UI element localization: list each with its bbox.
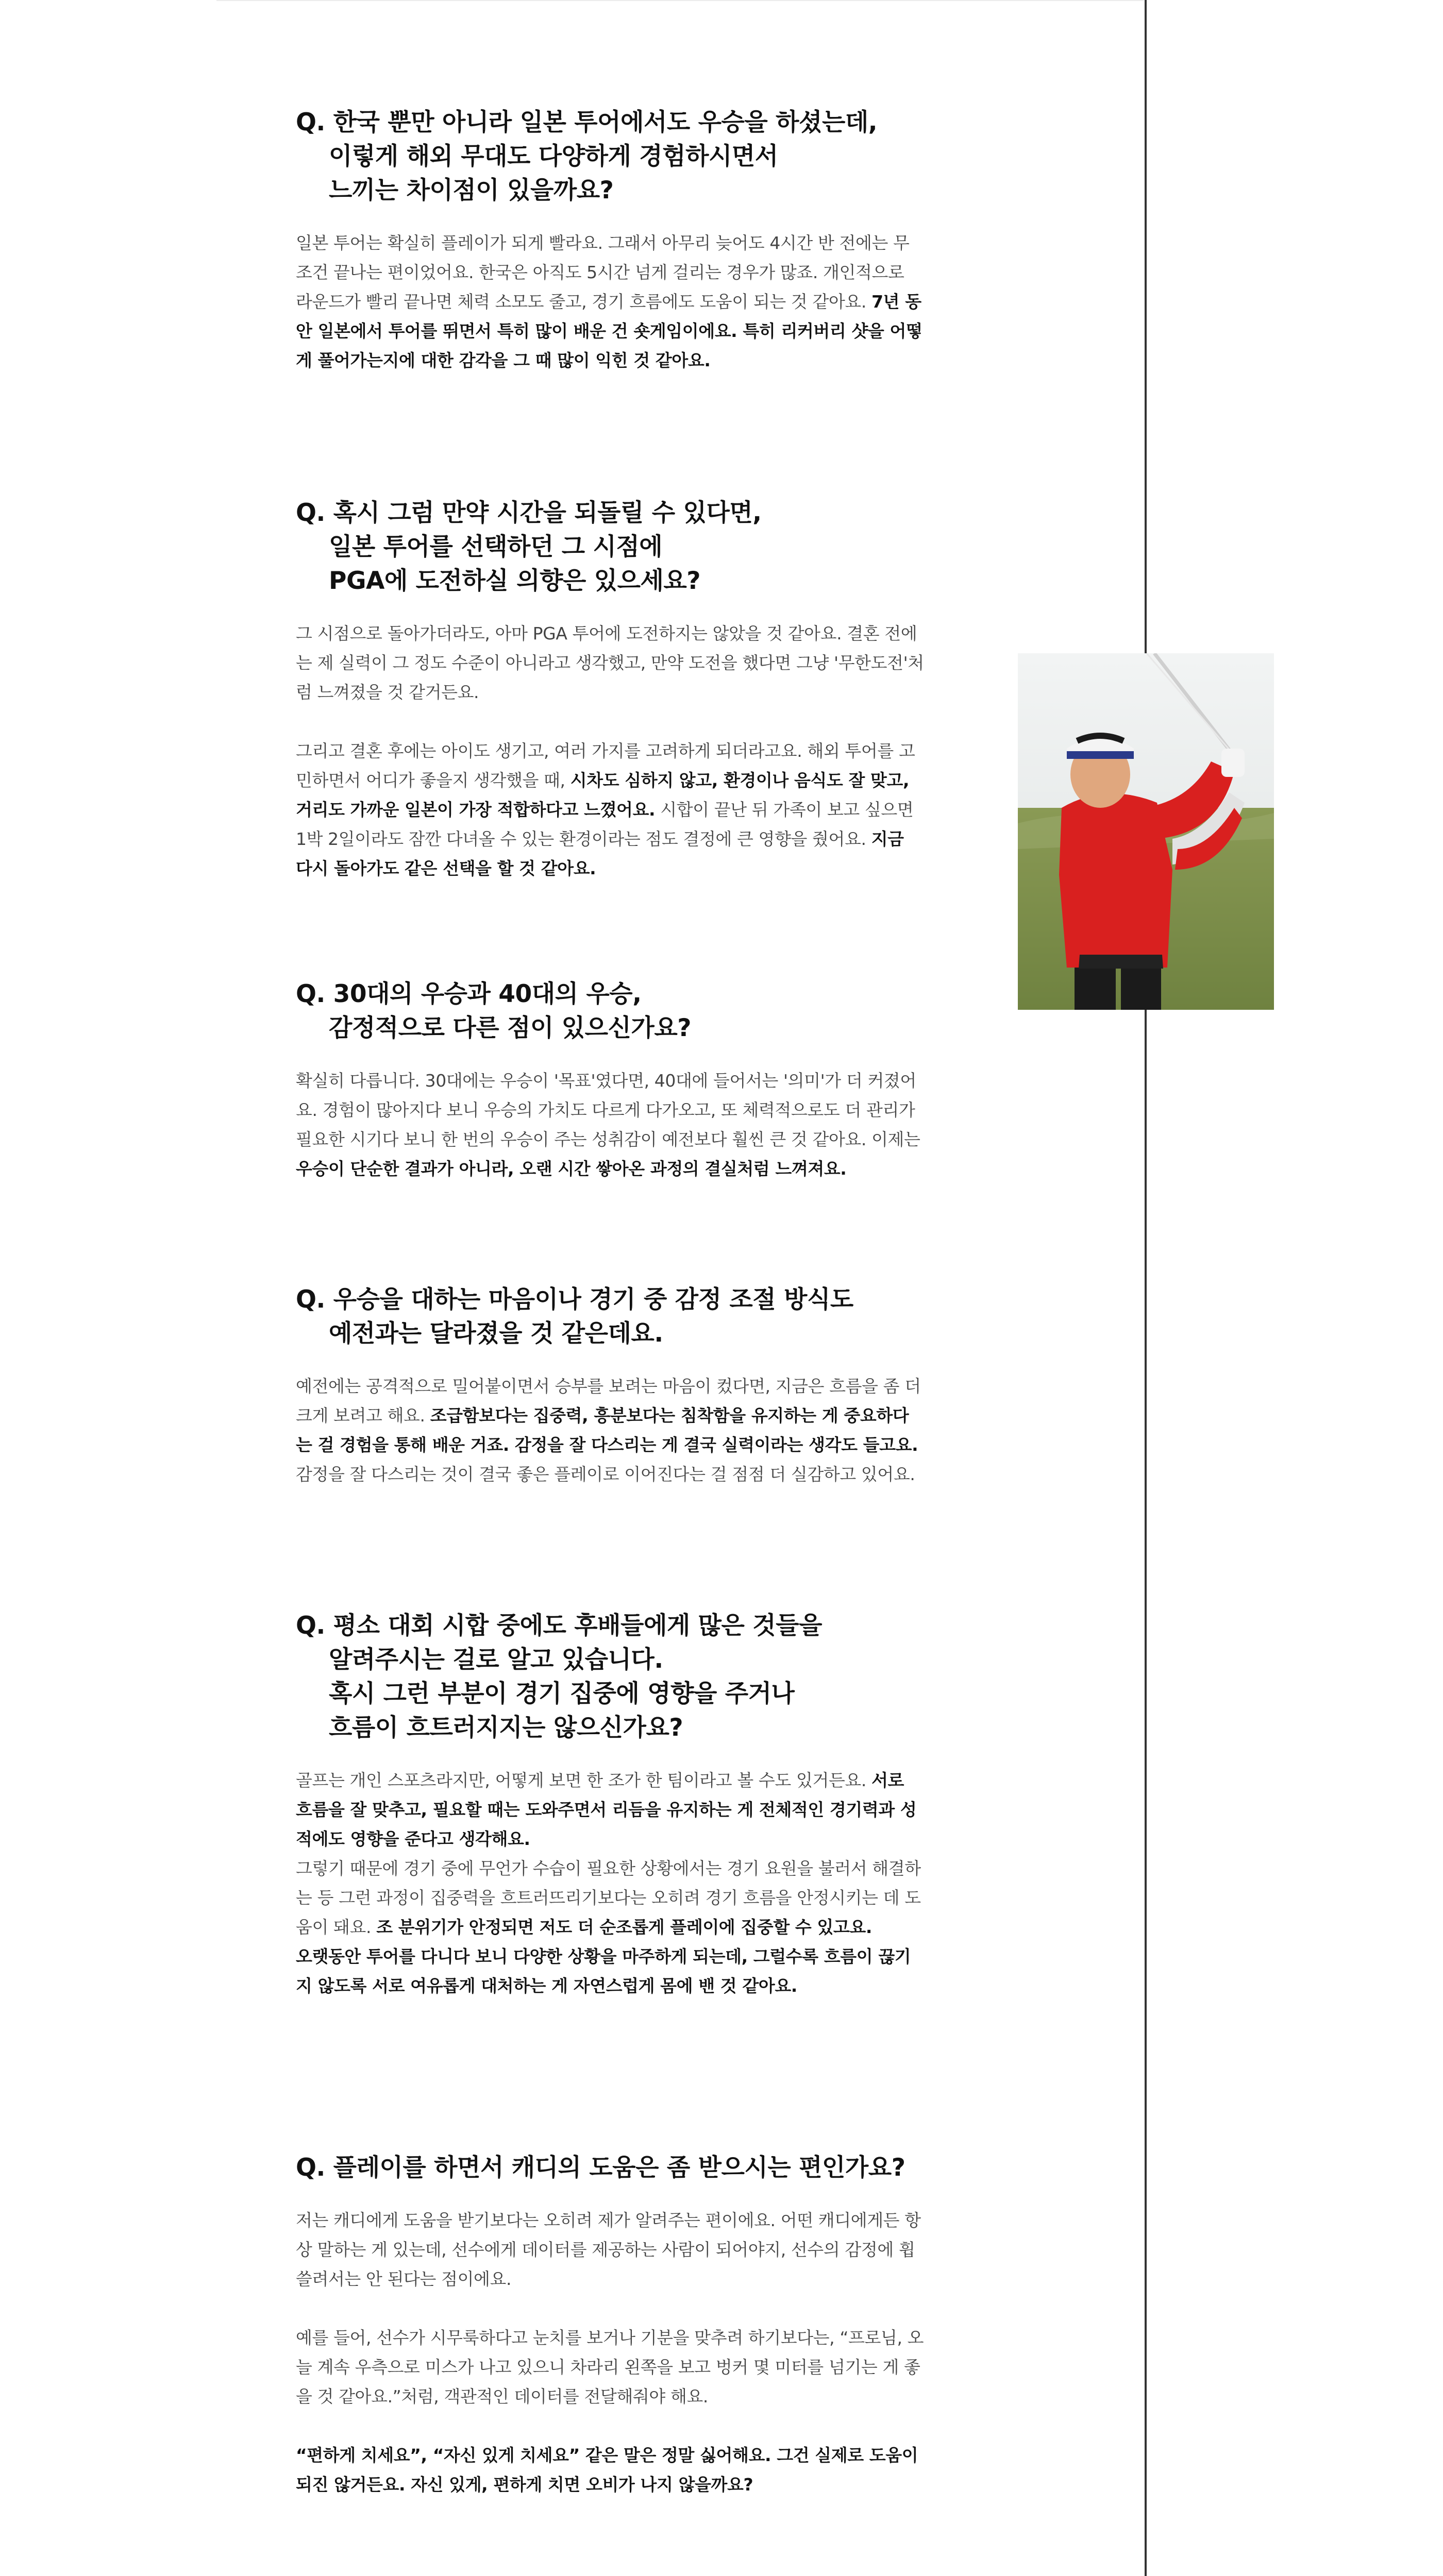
answer-paragraph	[296, 2441, 925, 2499]
answer-paragraph	[296, 1371, 925, 1489]
golfer-swing-photo	[1018, 653, 1274, 1010]
question-heading	[296, 496, 925, 598]
question-line: PGA에 도전하실 의향은 있으세요?	[329, 567, 701, 595]
answer-text: 예를 들어, 선수가 시무룩하다고 눈치를 보거나 기분을 맞추려 하기보다는, “프로님, 오늘 계속 우측으로 미스가 나고 있으니 차라리 왼쪽을 보고 벙커 몇 미터를 넘기는 게 좋을 것 같아요.”처럼, 객관적인 데이터를 전달해줘야 해요.	[296, 2328, 924, 2406]
answer-paragraph	[296, 2323, 925, 2411]
question-line: 느끼는 차이점이 있을까요?	[329, 176, 614, 205]
answer-text: 그렇기 때문에 경기 중에 무언가 수습이 필요한 상황에서는 경기 요원을 불러서 해결하는 등 그런 과정이 집중력을 흐트러뜨리기보다는 오히려 경기 흐름을 안정시키는 데 도움이 돼요.	[296, 1858, 921, 1937]
answer-paragraph	[296, 619, 925, 707]
question-heading	[296, 106, 925, 208]
answer-body	[296, 1766, 925, 2001]
answer-paragraph	[296, 736, 925, 883]
golfer-swing-illustration	[1018, 653, 1274, 1010]
question-line: Q. 혹시 그럼 만약 시간을 되돌릴 수 있다면,	[296, 499, 762, 527]
answer-text: 확실히 다릅니다. 30대에는 우승이 '목표'였다면, 40대에 들어서는 '의미'가 더 커졌어요. 경험이 많아지다 보니 우승의 가치도 다르게 다가오고, 또 체력적으로도 더 관리가 필요한 시기다 보니 한 번의 우승이 주는 성취감이 예전보다 훨씬 큰 것 같아요. 이제는	[296, 1071, 920, 1149]
answer-body	[296, 228, 925, 375]
answer-paragraph	[296, 228, 925, 375]
answer-text-bold: 우승이 단순한 결과가 아니라, 오랜 시간 쌓아온 과정의 결실처럼 느껴져요.	[296, 1159, 847, 1179]
question-line: Q. 평소 대회 시합 중에도 후배들에게 많은 것들을	[296, 1612, 822, 1640]
vertical-divider-line	[1145, 0, 1147, 2576]
question-line: 흐름이 흐트러지지는 않으신가요?	[329, 1714, 683, 1742]
answer-text: 저는 캐디에게 도움을 받기보다는 오히려 제가 알려주는 편이에요. 어떤 캐디에게든 항상 말하는 게 있는데, 선수에게 데이터를 제공하는 사람이 되어야지, 선수의 감정에 휩쓸려서는 안 된다는 점이에요.	[296, 2210, 921, 2289]
answer-text: 그리고 결혼 후에는 아이도 생기고, 여러 가지를 고려하게 되더라고요. 해외 투어를 고민하면서 어디가 좋을지 생각했을 때,	[296, 741, 915, 790]
question-line: 감정적으로 다른 점이 있으신가요?	[329, 1014, 691, 1042]
question-line: 이렇게 해외 무대도 다양하게 경험하시면서	[329, 142, 778, 171]
question-line: 예전과는 달라졌을 것 같은데요.	[329, 1319, 663, 1348]
interview-section-2	[296, 496, 925, 883]
question-heading	[296, 1283, 925, 1351]
question-line: Q. 플레이를 하면서 캐디의 도움은 좀 받으시는 편인가요?	[296, 2154, 905, 2182]
answer-paragraph	[296, 1766, 925, 2001]
interview-section-6	[296, 2151, 925, 2499]
interview-section-4	[296, 1283, 925, 1489]
interview-section-1	[296, 106, 925, 375]
answer-text: 감정을 잘 다스리는 것이 결국 좋은 플레이로 이어진다는 걸 점점 더 실감하고 있어요.	[296, 1464, 915, 1484]
interview-section-5	[296, 1609, 925, 2001]
answer-text-bold: 지금 다시 돌아가도 같은 선택을 할 것 같아요.	[296, 829, 904, 878]
question-line: Q. 30대의 우승과 40대의 우승,	[296, 980, 642, 1008]
question-line: Q. 우승을 대하는 마음이나 경기 중 감정 조절 방식도	[296, 1285, 853, 1314]
answer-text: 시합이 끝난 뒤 가족이 보고 싶으면 1박 2일이라도 잠깐 다녀올 수 있는 환경이라는 점도 결정에 큰 영향을 줬어요.	[296, 800, 914, 849]
answer-text-bold: 조 분위기가 안정되면 저도 더 순조롭게 플레이에 집중할 수 있고요. 오랫동안 투어를 다니다 보니 다양한 상황을 마주하게 되는데, 그럴수록 흐름이 끊기지 않도록 서로 여유롭게 대처하는 게 자연스럽게 몸에 밴 것 같아요.	[296, 1917, 911, 1996]
question-line: Q. 한국 뿐만 아니라 일본 투어에서도 우승을 하셨는데,	[296, 108, 878, 137]
question-heading	[296, 2151, 925, 2185]
answer-text-bold: 서로 흐름을 잘 맞추고, 필요할 때는 도와주면서 리듬을 유지하는 게 전체적인 경기력과 성적에도 영향을 준다고 생각해요.	[296, 1770, 917, 1849]
answer-text-bold: 7년 동안 일본에서 투어를 뛰면서 특히 많이 배운 건 숏게임이에요. 특히 리커버리 샷을 어떻게 풀어가는지에 대한 감각을 그 때 많이 익힌 것 같아요.	[296, 292, 922, 370]
answer-text-bold: 시차도 심하지 않고, 환경이나 음식도 잘 맞고, 거리도 가까운 일본이 가장 적합하다고 느꼈어요.	[296, 770, 910, 820]
question-line: 일본 투어를 선택하던 그 시점에	[329, 533, 663, 561]
answer-text: 예전에는 공격적으로 밀어붙이면서 승부를 보려는 마음이 컸다면, 지금은 흐름을 좀 더 크게 보려고 해요.	[296, 1376, 921, 1426]
question-line: 알려주시는 걸로 알고 있습니다.	[329, 1646, 663, 1674]
answer-paragraph	[296, 2206, 925, 2294]
answer-text: 일본 투어는 확실히 플레이가 되게 빨라요. 그래서 아무리 늦어도 4시간 반 전에는 무조건 끝나는 편이었어요. 한국은 아직도 5시간 넘게 걸리는 경우가 많죠. 개인적으로 라운드가 빨리 끝나면 체력 소모도 줄고, 경기 흐름에도 도움이 되는 것 같아요.	[296, 233, 910, 312]
answer-body	[296, 2206, 925, 2499]
answer-body	[296, 619, 925, 883]
question-line: 혹시 그런 부분이 경기 집중에 영향을 주거나	[329, 1680, 795, 1708]
answer-body	[296, 1066, 925, 1183]
answer-paragraph	[296, 1066, 925, 1183]
question-heading	[296, 1609, 925, 1745]
interview-section-3	[296, 977, 925, 1183]
answer-body	[296, 1371, 925, 1489]
answer-text-bold: 조급함보다는 집중력, 흥분보다는 침착함을 유지하는 게 중요하다는 걸 경험을 통해 배운 거죠. 감정을 잘 다스리는 게 결국 실력이라는 생각도 들고요.	[296, 1405, 918, 1455]
answer-text: 그 시점으로 돌아가더라도, 아마 PGA 투어에 도전하지는 않았을 것 같아요. 결혼 전에는 제 실력이 그 정도 수준이 아니라고 생각했고, 만약 도전을 했다면 그냥 '무한도전'처럼 느껴졌을 것 같거든요.	[296, 623, 924, 702]
answer-text: 골프는 개인 스포츠라지만, 어떻게 보면 한 조가 한 팀이라고 볼 수도 있거든요.	[296, 1770, 872, 1790]
question-heading	[296, 977, 925, 1045]
top-divider	[216, 0, 1144, 1]
answer-text-bold: “편하게 치세요”, “자신 있게 치세요” 같은 말은 정말 싫어해요. 그건 실제로 도움이 되진 않거든요. 자신 있게, 편하게 치면 오비가 나지 않을까요?	[296, 2445, 918, 2495]
